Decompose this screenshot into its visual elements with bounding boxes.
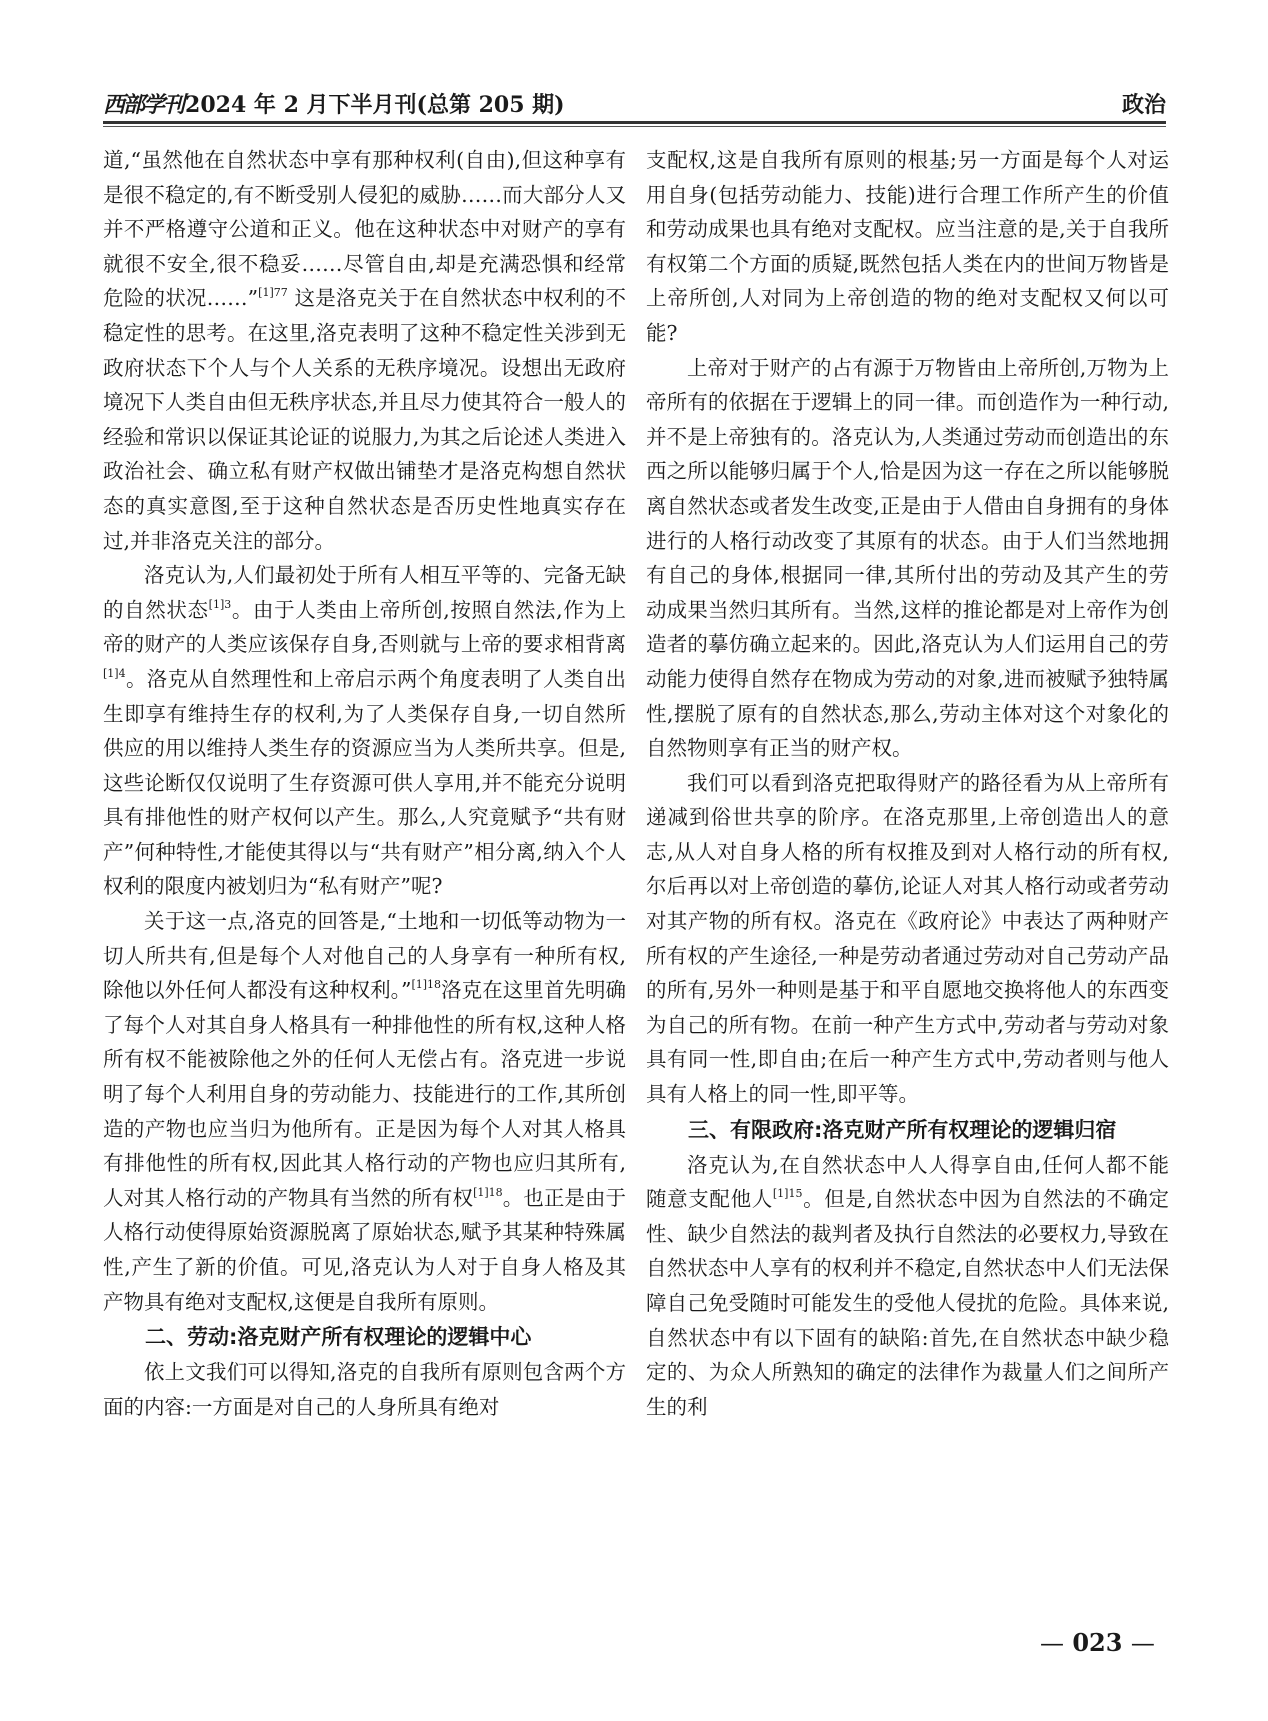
paragraph: 关于这一点,洛克的回答是,“土地和一切低等动物为一切人所共有,但是每个人对他自己的人身享有一种所有权,除他以外任何人都没有这种权利。”$^{[1]18}$洛克在这里首先明确了每个人对其自身人格具有一种排他性的所有权,这种人格所有权不能被除他之外的任何人无偿占有。洛克进一步说明了每个人利用自身的劳动能力、技能进行的工作,其所创造的产物也应当归为他所有。正是因为每个人对其人格具有排他性的所有权,因此其人格行动的产物也应归其所有,人对其人格行动的产物具有当然的所有权$^{[1]18}$。也正是由于人格行动使得原始资源脱离了原始状态,赋予其某种特殊属性,产生了新的价值。可见,洛克认为人对于自身人格及其产物具有绝对支配权,这便是自我所有原则。 [103,909,627,1314]
citation: [1]18 [473,1185,503,1199]
section-label: 政治 [1121,93,1166,118]
paragraph: 依上文我们可以得知,洛克的自我所有原则包含两个方面的内容:一方面是对自己的人身所具有绝对 [103,1360,626,1419]
journal-issue-line [103,88,565,119]
header-rule-thin [103,126,1166,127]
citation: [1]3 [208,597,232,611]
paragraph: 支配权,这是自我所有原则的根基;另一方面是每个人对运用自身(包括劳动能力、技能)进行合理工作所产生的价值和劳动成果也具有绝对支配权。应当注意的是,关于自我所有权第二个方面的质疑,既然包括人类在内的世间万物皆是上帝所创,人对同为上帝创造的物的绝对支配权又何以可能? [646,148,1169,345]
section-heading-2: 二、劳动:洛克财产所有权理论的逻辑中心 [145,1325,532,1350]
paragraph: 洛克认为,人们最初处于所有人相互平等的、完备无缺的自然状态$^{[1]3}$。由于人类由上帝所创,按照自然法,作为上帝的财产的人类应该保存自身,否则就与上帝的要求相背离$^{[1]4}$。洛克从自然理性和上帝启示两个角度表明了人类自出生即享有维持生存的权利,为了人类保存自身,一切自然所供应的用以维持人类生存的资源应当为人类所共享。但是,这些论断仅仅说明了生存资源可供人享用,并不能充分说明具有排他性的财产权何以产生。那么,人究竟赋予“共有财产”何种特性,才能使其得以与“共有财产”相分离,纳入个人权利的限度内被划归为“私有财产”呢? [103,563,626,899]
page-number: — 023 — [1040,1628,1155,1657]
section-heading-3: 三、有限政府:洛克财产所有权理论的逻辑归宿 [688,1117,1117,1142]
header-rule-thick [103,121,1166,124]
left-column [103,143,626,1424]
paragraph: 我们可以看到洛克把取得财产的路径看为从上帝所有递减到俗世共享的阶序。在洛克那里,上帝创造出人的意志,从人对自身人格的所有权推及到对人格行动的所有权,尔后再以对上帝创造的摹仿,论证人对其人格行动或者劳动对其产物的所有权。洛克在《政府论》中表达了两种财产所有权的产生途径,一种是劳动者通过劳动对自己劳动产品的所有,另外一种则是基于和平自愿地交换将他人的东西变为自己的所有物。在前一种产生方式中,劳动者与劳动对象具有同一性,即自由;在后一种产生方式中,劳动者则与他人具有人格上的同一性,即平等。 [646,770,1169,1107]
citation: [1]18 [411,978,442,992]
paragraph: 洛克认为,在自然状态中人人得享自由,任何人都不能随意支配他人$^{[1]15}$。但是,自然状态中因为自然法的不确定性、缺少自然法的裁判者及执行自然法的必要权力,导致在自然状态中人享有的权利并不稳定,自然状态中人们无法保障自己免受随时可能发生的受他人侵扰的危险。具体来说,自然状态中有以下固有的缺陷:首先,在自然状态中缺少稳定的、为众人所熟知的确定的法律作为裁量人们之间所产生的利 [646,1152,1170,1419]
citation: [1]4 [103,666,126,680]
right-column [646,143,1169,1424]
paragraph: 道,“虽然他在自然状态中享有那种权利(自由),但这种享有是很不稳定的,有不断受别人侵犯的威胁……而大部分人又并不严格遵守公道和正义。他在这种状态中对财产的享有就很不安全,很不稳妥……尽管自由,却是充满恐惧和经常危险的状况……”$^{[1]77}$ 这是洛克关于在自然状态中权利的不稳定性的思考。在这里,洛克表明了这种不稳定性关涉到无政府状态下个人与个人关系的无秩序境况。设想出无政府境况下人类自由但无秩序状态,并且尽力使其符合一般人的经验和常识以保证其论证的说服力,为其之后论述人类进入政治社会、确立私有财产权做出铺垫才是洛克构想自然状态的真实意图,至于这种自然状态是否历史性地真实存在过,并非洛克关注的部分。 [103,148,627,553]
running-header [103,88,1166,118]
citation: [1]77 [258,286,288,300]
paragraph: 上帝对于财产的占有源于万物皆由上帝所创,万物为上帝所有的依据在于逻辑上的同一律。而创造作为一种行动,并不是上帝独有的。洛克认为,人类通过劳动而创造出的东西之所以能够归属于个人,恰是因为这一存在之所以能够脱离自然状态或者发生改变,正是由于人借由自身拥有的身体进行的人格行动改变了其原有的状态。由于人们当然地拥有自己的身体,根据同一律,其所付出的劳动及其产生的劳动成果当然归其所有。当然,这样的推论都是对上帝作为创造者的摹仿确立起来的。因此,洛克认为人们运用自己的劳动能力使得自然存在物成为劳动的对象,进而被赋予独特属性,摆脱了原有的自然状态,那么,劳动主体对这个对象化的自然物则享有正当的财产权。 [646,355,1169,761]
citation: [1]15 [772,1187,803,1201]
journal-logo: 西部学刊 [103,92,184,118]
issue-info: 2024 年 2 月下半月刊(总第 205 期) [185,92,565,118]
page-number-value: 023 [1072,1628,1123,1657]
